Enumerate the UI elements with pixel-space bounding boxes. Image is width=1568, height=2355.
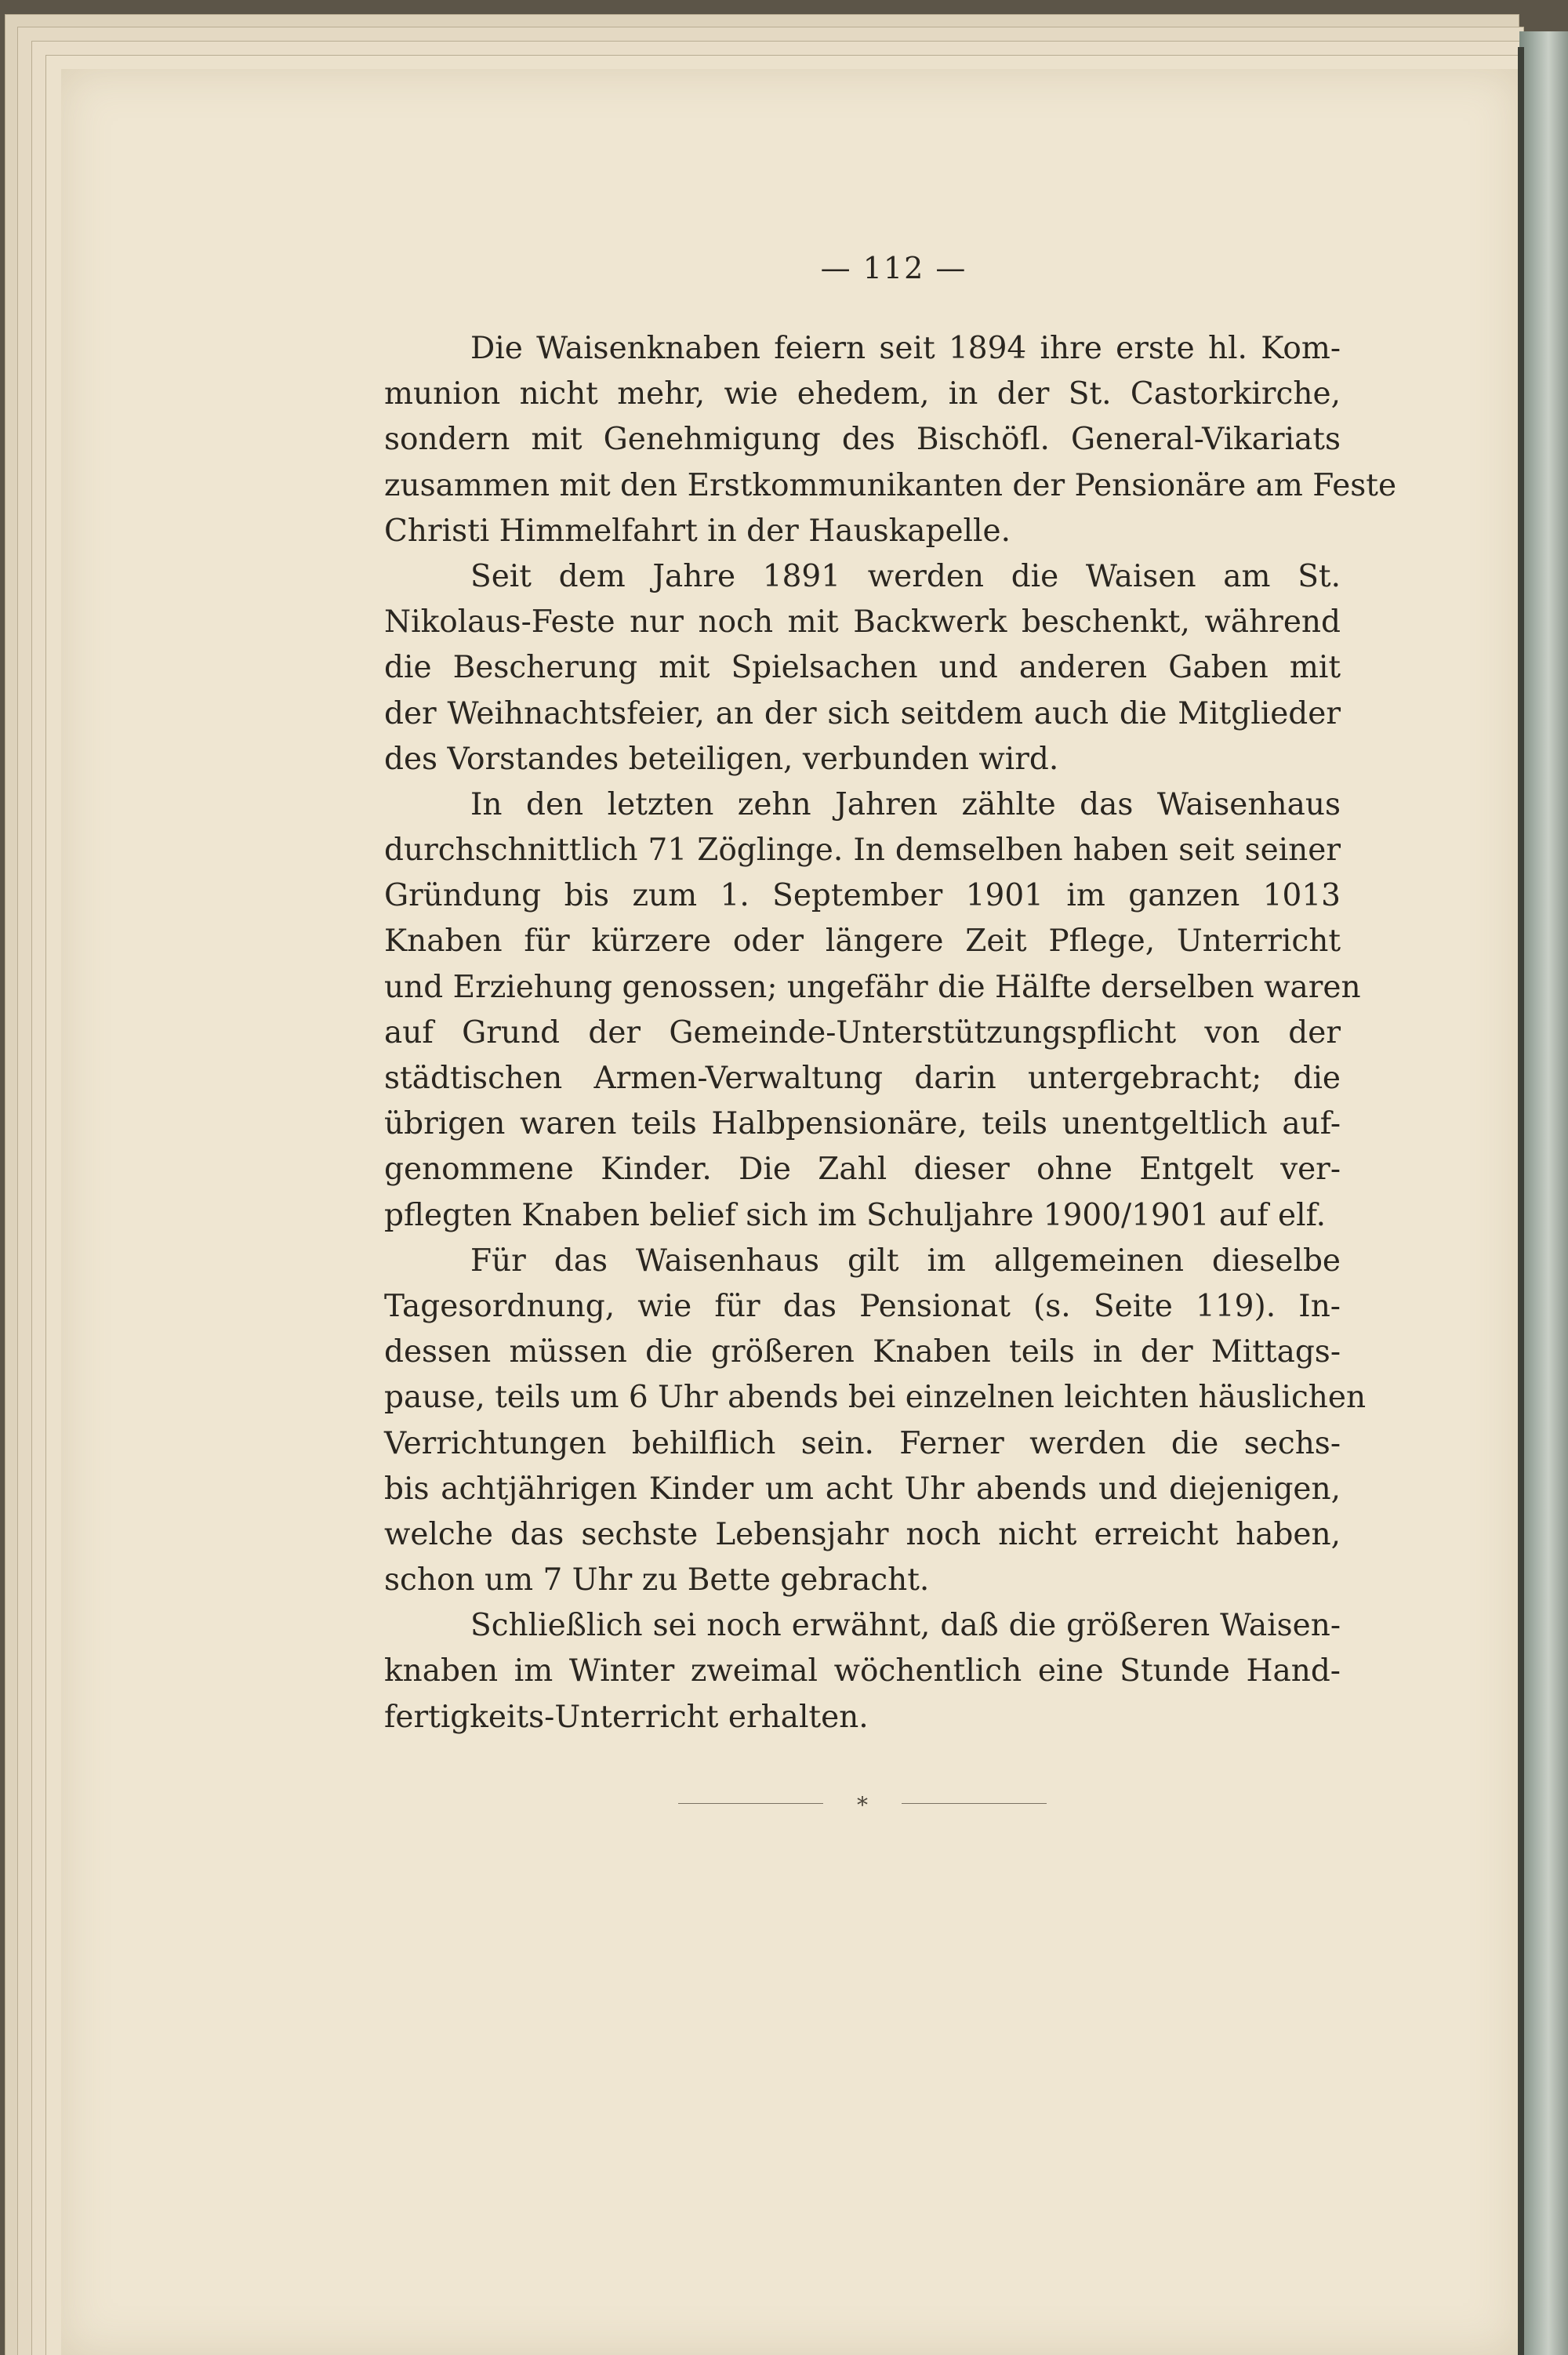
- text-line: genommene Kinder. Die Zahl dieser ohne Entgelt ver-: [384, 1152, 1341, 1188]
- text-line: und Erziehung genossen; ungefähr die Hälfte derselben waren: [384, 969, 1361, 1005]
- text-line: Seit dem Jahre 1891 werden die Waisen am St.: [470, 558, 1341, 594]
- asterisk-ornament: *: [857, 1791, 868, 1818]
- text-line: übrigen waren teils Halbpensionäre, teils unentgeltlich auf-: [384, 1106, 1341, 1142]
- text-line: auf Grund der Gemeinde-Unterstützungspflicht von der: [384, 1014, 1341, 1050]
- binding-shadow: [1518, 47, 1524, 2355]
- paragraph: [384, 782, 1361, 1239]
- text-line: der Weihnachtsfeier, an der sich seitdem auch die Mitglieder: [384, 695, 1341, 731]
- page-number: — 112 —: [820, 251, 967, 285]
- text-line: die Bescherung mit Spielsachen und anderen Gaben mit: [384, 650, 1341, 686]
- text-line: schon um 7 Uhr zu Bette gebracht.: [384, 1562, 930, 1598]
- separator-rule: [902, 1803, 1047, 1804]
- text-line: welche das sechste Lebensjahr noch nicht erreicht haben,: [384, 1516, 1341, 1552]
- paragraph: [384, 1603, 1341, 1740]
- text-line: des Vorstandes beteiligen, verbunden wird.: [384, 741, 1059, 777]
- text-line: knaben im Winter zweimal wöchentlich eine Stunde Hand-: [384, 1653, 1341, 1689]
- text-line: Verrichtungen behilflich sein. Ferner werden die sechs-: [384, 1425, 1341, 1461]
- text-line: dessen müssen die größeren Knaben teils in der Mittags-: [384, 1334, 1341, 1370]
- text-line: sondern mit Genehmigung des Bischöfl. General-Vikariats: [384, 422, 1341, 458]
- text-line: städtischen Armen-Verwaltung darin untergebracht; die: [384, 1061, 1341, 1096]
- text-line: Die Waisenknaben feiern seit 1894 ihre erste hl. Kom-: [470, 331, 1341, 366]
- text-line: Tagesordnung, wie für das Pensionat (s. Seite 119). In-: [384, 1288, 1341, 1324]
- text-line: Christi Himmelfahrt in der Hauskapelle.: [384, 513, 1011, 549]
- text-line: bis achtjährigen Kinder um acht Uhr abends und diejenigen,: [384, 1471, 1341, 1507]
- text-block: [384, 251, 1397, 1818]
- paragraph: [384, 326, 1397, 554]
- text-line: Schließlich sei noch erwähnt, daß die größeren Waisen-: [470, 1608, 1341, 1644]
- section-separator: [678, 1791, 1047, 1818]
- paragraph: [384, 1239, 1367, 1604]
- text-line: pflegten Knaben belief sich im Schuljahre 1900/1901 auf elf.: [384, 1197, 1327, 1233]
- book-binding: [1519, 31, 1568, 2355]
- text-line: Nikolaus-Feste nur noch mit Backwerk beschenkt, während: [384, 604, 1341, 640]
- text-line: durchschnittlich 71 Zöglinge. In demselben haben seit seiner: [384, 833, 1341, 869]
- text-line: munion nicht mehr, wie ehedem, in der St. Castorkirche,: [384, 376, 1341, 412]
- text-line: In den letzten zehn Jahren zählte das Waisenhaus: [470, 786, 1341, 822]
- text-line: Gründung bis zum 1. September 1901 im ganzen 1013: [384, 878, 1341, 914]
- text-line: pause, teils um 6 Uhr abends bei einzelnen leichten häuslichen: [384, 1380, 1367, 1416]
- text-line: Für das Waisenhaus gilt im allgemeinen dieselbe: [470, 1243, 1341, 1279]
- paragraph: [384, 554, 1341, 782]
- text-line: Knaben für kürzere oder längere Zeit Pflege, Unterricht: [384, 923, 1341, 960]
- separator-rule: [678, 1803, 823, 1804]
- text-line: fertigkeits-Unterricht erhalten.: [384, 1699, 869, 1735]
- text-line: zusammen mit den Erstkommunikanten der Pensionäre am Feste: [384, 467, 1397, 503]
